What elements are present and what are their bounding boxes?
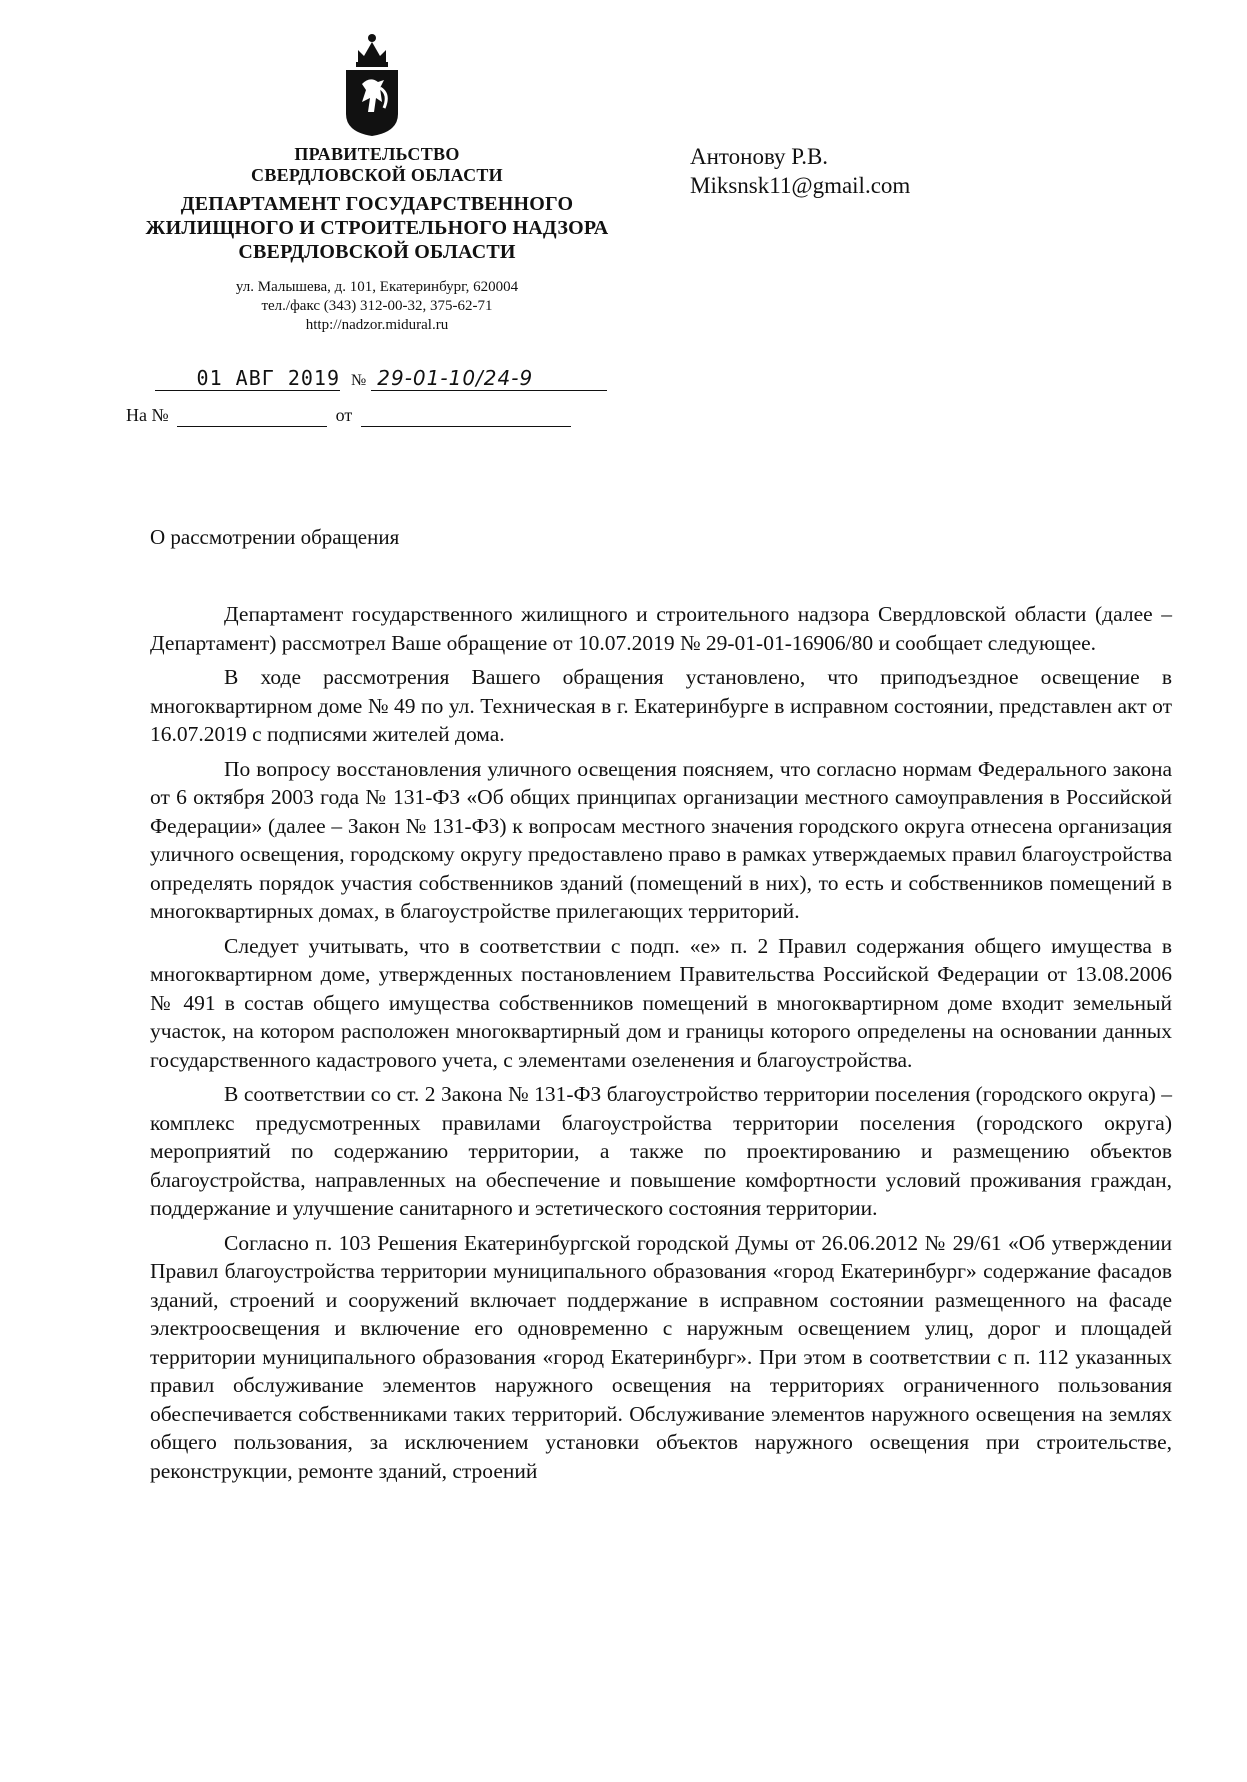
government-title: ПРАВИТЕЛЬСТВО СВЕРДЛОВСКОЙ ОБЛАСТИ bbox=[251, 144, 503, 185]
sender-website: http://nadzor.midural.ru bbox=[305, 317, 449, 333]
letter-subject: О рассмотрении обращения bbox=[150, 525, 400, 549]
sender-contacts bbox=[112, 278, 642, 335]
registration-date: 01 АВГ 2019 bbox=[155, 366, 340, 391]
reference-date-label: от bbox=[335, 405, 353, 425]
letter-body bbox=[150, 600, 1172, 1491]
body-paragraph: Департамент государственного жилищного и строительного надзора Свердловской области (далее – Департамент) рассмотрел Ваше обращение от 10.07.2019 № 29-01-01-16906/80 и сообщает следующее. bbox=[150, 602, 1172, 655]
reference-line bbox=[126, 405, 571, 427]
registration-number: 29-01-10/24-9 bbox=[371, 366, 607, 391]
coat-of-arms-icon bbox=[340, 28, 404, 138]
recipient-name: Антонову Р.В. bbox=[690, 144, 829, 169]
body-paragraph: В ходе рассмотрения Вашего обращения установлено, что приподъездное освещение в многоквартирном доме № 49 по ул. Техническая в г. Екатеринбурге в исправном состоянии, представлен акт от 16.07.2019 с подписями жителей дома. bbox=[150, 665, 1172, 746]
body-paragraph: В соответствии со ст. 2 Закона № 131-ФЗ благоустройство территории поселения (городского округа) – комплекс предусмотренных правилами благоустройства территории поселения (городского округа) мероприятий по содержанию территории, а также по проектированию и размещению объектов благоустройства, направленных на обеспечение и повышение комфортности условий проживания граждан, поддержание и улучшение санитарного и эстетического состояния территории. bbox=[150, 1082, 1172, 1220]
body-paragraph: Согласно п. 103 Решения Екатеринбургской городской Думы от 26.06.2012 № 29/61 «Об утверждении Правил благоустройства территории муниципального образования «город Екатеринбург» содержание фасадов зданий, строений и сооружений включает поддержание в исправном состоянии размещенного на фасаде электроосвещения и включение его одновременно с наружным освещением улиц, дорог и площадей территории муниципального образования «город Екатеринбург». При этом в соответствии с п. 112 указанных правил обслуживание элементов наружного освещения на территориях ограниченного пользования обеспечивается собственниками таких территорий. Обслуживание элементов наружного освещения на землях общего пользования, за исключением установки объектов наружного освещения при строительстве, реконструкции, ремонте зданий, строений bbox=[150, 1230, 1172, 1483]
reference-number-blank bbox=[177, 405, 327, 427]
reference-date-blank bbox=[361, 405, 571, 427]
department-title: ДЕПАРТАМЕНТ ГОСУДАРСТВЕННОГО ЖИЛИЩНОГО И СТРОИТЕЛЬНОГО НАДЗОРА СВЕРДЛОВСКОЙ ОБЛАСТИ bbox=[145, 193, 609, 263]
body-paragraph: По вопросу восстановления уличного освещения поясняем, что согласно нормам Федерального закона от 6 октября 2003 года № 131-ФЗ «Об общих принципах организации местного самоуправления в Российской Федерации» (далее – Закон № 131-ФЗ) к вопросам местного значения городского округа отнесена организация уличного освещения, городскому округу предоставлено право в рамках утверждаемых правил благоустройства определять порядок участия собственников зданий (помещений в них), то есть и собственников помещений в многоквартирных домах, в благоустройстве прилегающих территорий. bbox=[150, 756, 1172, 923]
body-paragraph: Следует учитывать, что в соответствии с подп. «е» п. 2 Правил содержания общего имущества в многоквартирном доме, утвержденных постановлением Правительства Российской Федерации от 13.08.2006 № 491 в состав общего имущества собственников помещений в многоквартирном доме входит земельный участок, на котором расположен многоквартирный дом и границы которого определены на основании данных государственного кадастрового учета, с элементами озеленения и благоустройства. bbox=[150, 933, 1172, 1072]
registration-number-label: № bbox=[351, 372, 367, 389]
recipient-block bbox=[690, 142, 910, 200]
sender-header bbox=[112, 144, 642, 335]
sender-address: ул. Малышева, д. 101, Екатеринбург, 620004 bbox=[235, 279, 519, 295]
reference-number-label: На № bbox=[126, 405, 169, 425]
recipient-email: Miksnsk11@gmail.com bbox=[690, 173, 911, 198]
sender-phone: тел./факс (343) 312-00-32, 375-62-71 bbox=[261, 298, 493, 314]
registration-line bbox=[155, 366, 607, 391]
